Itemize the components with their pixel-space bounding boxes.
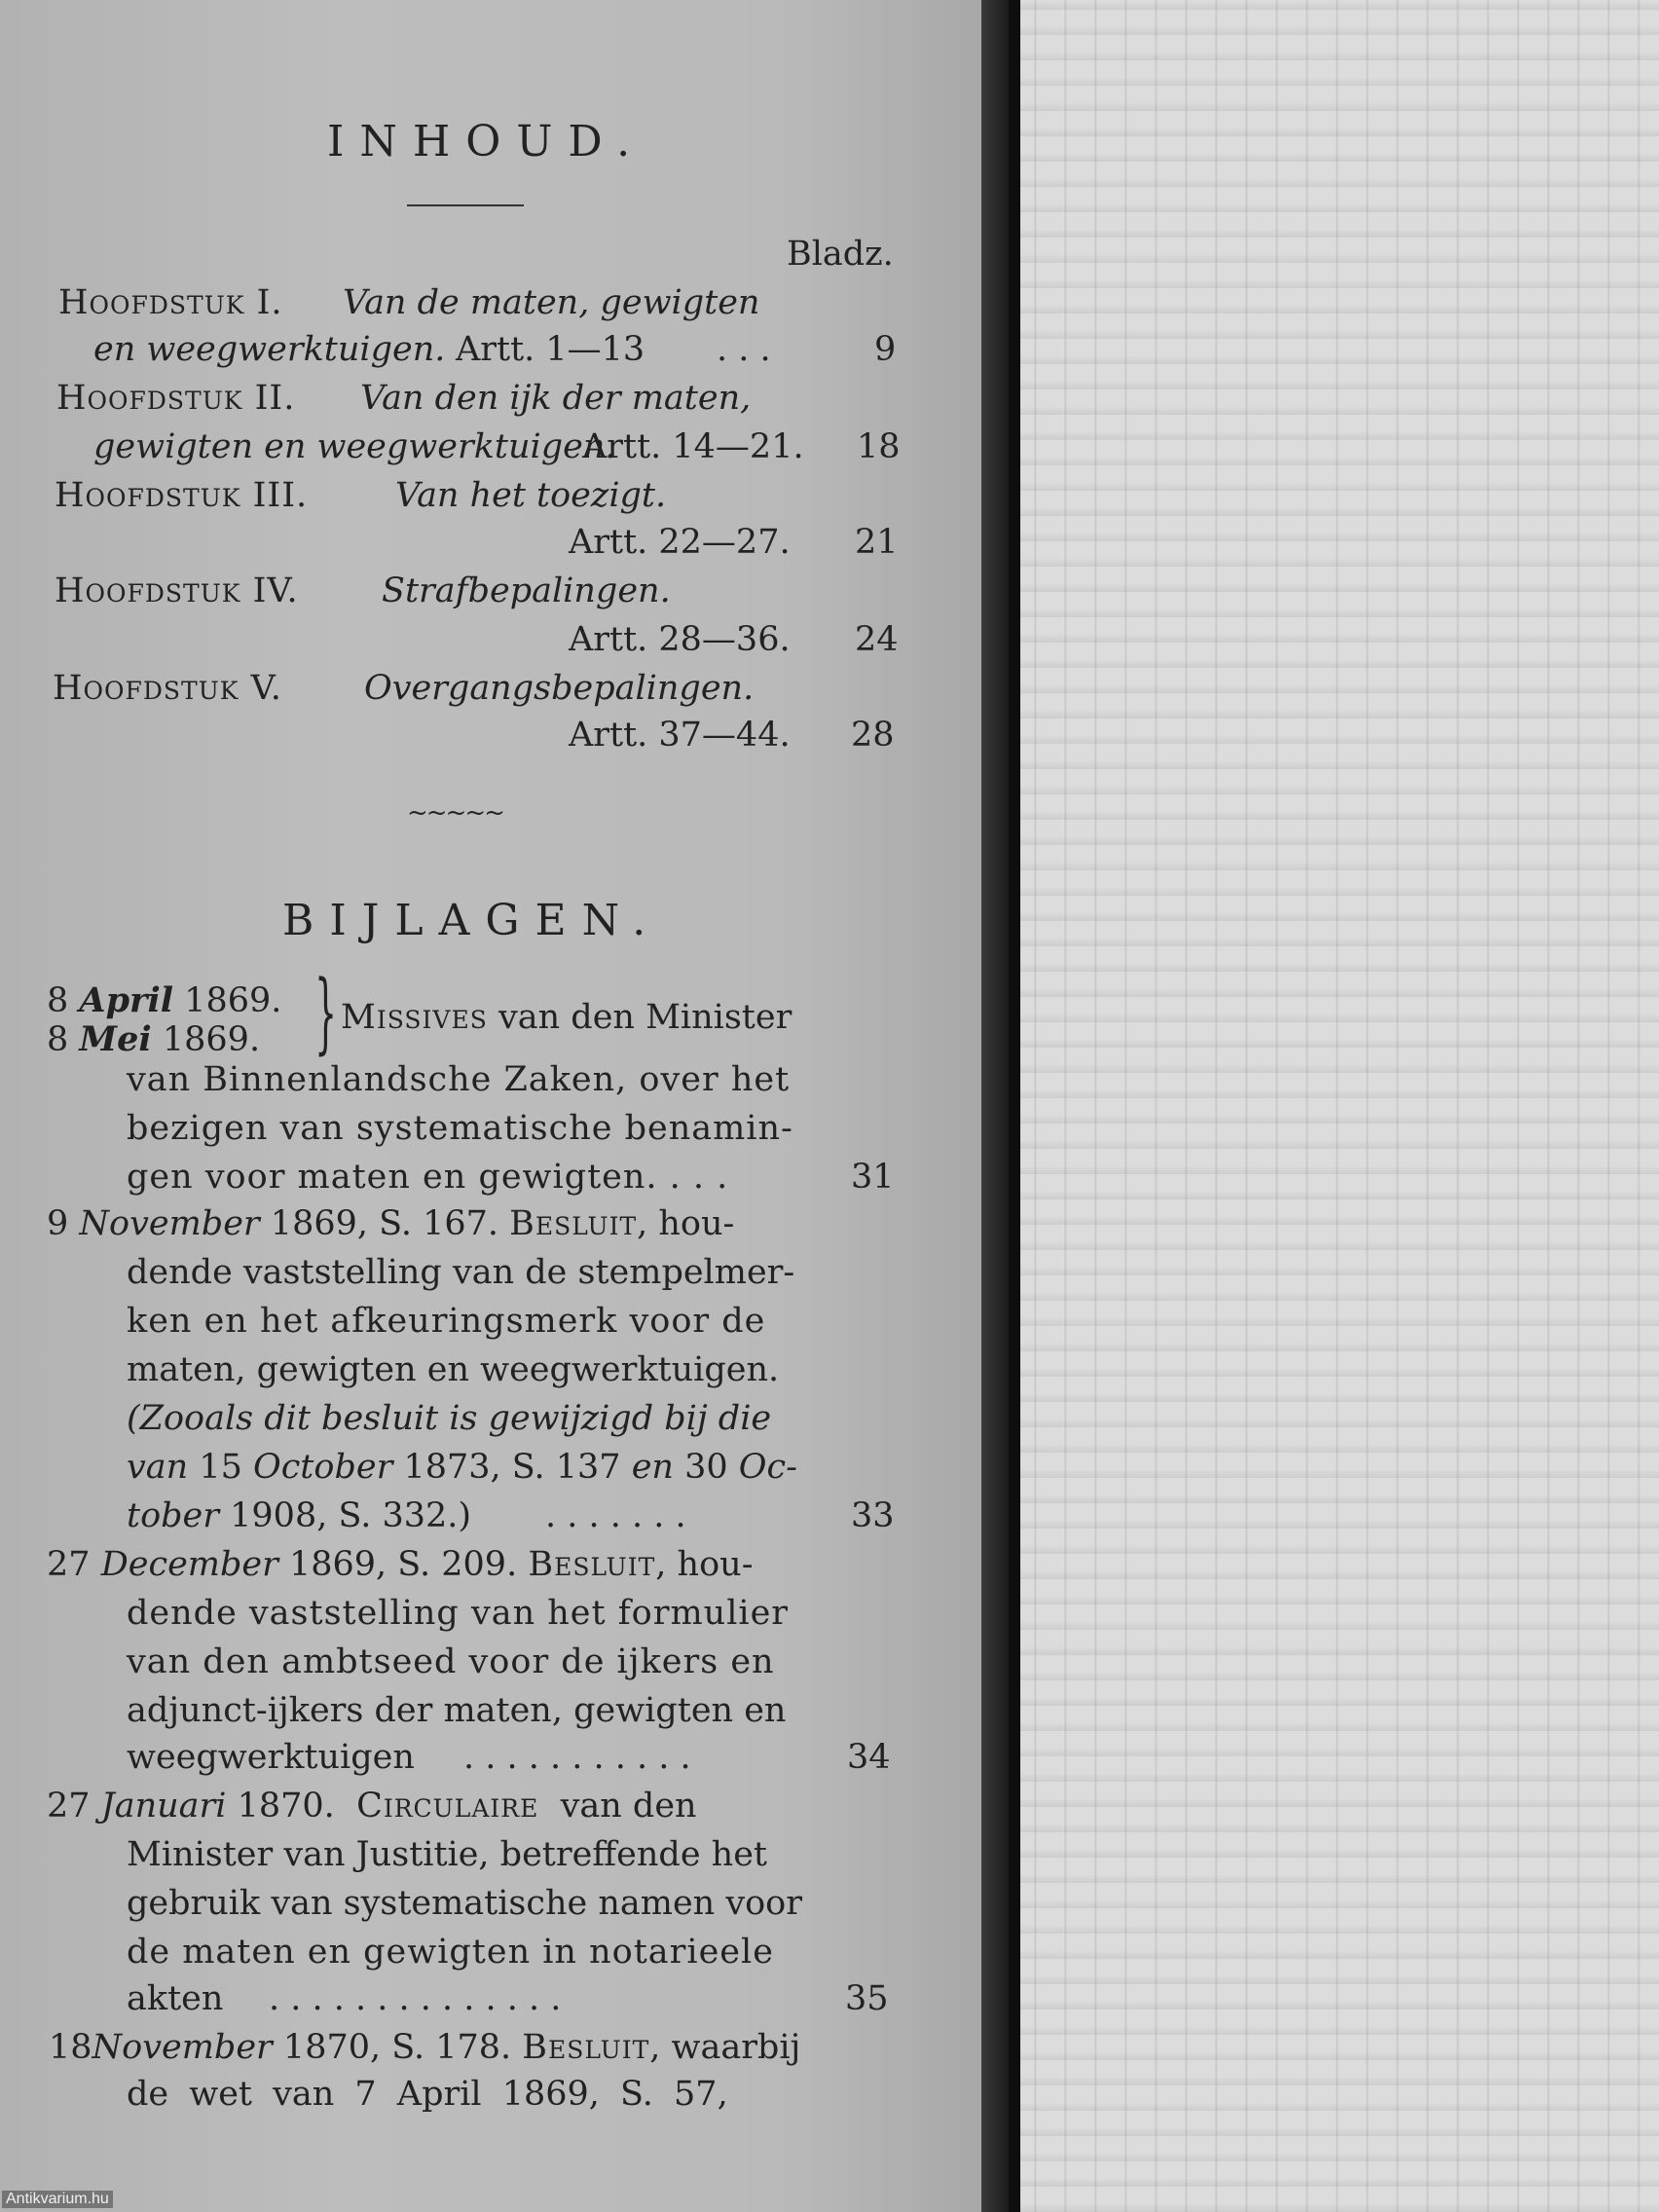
- entry-3-heading: 27 December 1869, S. 209. Besluit, hou-: [47, 1545, 754, 1584]
- chapter-1-articles: Artt. 1—13: [456, 330, 645, 369]
- chapter-2-page: 18: [857, 427, 901, 466]
- entry-1-page: 31: [851, 1158, 895, 1197]
- entry-1-line-1: van Binnenlandsche Zaken, over het: [127, 1060, 791, 1099]
- entry-3-last-line: weegwerktuigen: [127, 1738, 415, 1777]
- entry-2-line-3: maten, gewigten en weegwerktuigen.: [127, 1350, 780, 1389]
- contents-title: INHOUD.: [327, 117, 646, 166]
- page-gutter-shadow: [981, 0, 1009, 2212]
- entry-3-line-3: adjunct-ijkers der maten, gewigten en: [127, 1691, 787, 1730]
- entry-5-heading: 18November 1870, S. 178. Besluit, waarbij: [49, 2028, 801, 2067]
- chapter-3-label: Hoofdstuk III.: [55, 476, 309, 515]
- chapter-5-page: 28: [851, 716, 895, 755]
- entry-4-line-1: Minister van Justitie, betreffende het: [127, 1835, 767, 1874]
- chapter-3-title: Van het toezigt.: [395, 476, 667, 515]
- entry-2-note-line-3: tober 1908, S. 332.): [127, 1496, 472, 1535]
- cover-board: [1020, 0, 1659, 2212]
- entry-1-line-2: bezigen van systematische benamin-: [127, 1109, 793, 1148]
- entry-4-line-3: de maten en gewigten in notarieele: [127, 1933, 774, 1972]
- chapter-5-label: Hoofdstuk V.: [53, 669, 282, 708]
- chapter-1-leader: . . .: [717, 330, 771, 369]
- chapter-1-title: Van de maten, gewigten: [343, 283, 760, 322]
- entry-2-note-line-1: (Zooals dit besluit is gewijzigd bij die: [127, 1399, 772, 1438]
- entry-3-leader: . . . . . . . . . . .: [463, 1738, 691, 1777]
- entry-2-line-2: ken en het afkeuringsmerk voor de: [127, 1302, 766, 1341]
- chapter-5-title: Overgangsbepalingen.: [364, 669, 755, 708]
- chapter-2-title-cont: gewigten en weegwerktuigen.: [93, 427, 616, 466]
- entry-2-heading: 9 November 1869, S. 167. Besluit, hou-: [47, 1204, 735, 1243]
- chapter-1-page: 9: [874, 330, 897, 369]
- entry-4-heading: 27 Januari 1870. Circulaire van den: [47, 1787, 697, 1825]
- entry-3-line-1: dende vaststelling van het formulier: [127, 1594, 790, 1633]
- entry-5-line-1: de wet van 7 April 1869, S. 57,: [127, 2075, 728, 2114]
- chapter-3-page: 21: [855, 523, 899, 562]
- entry-1-date-1: 8 April 1869.: [47, 980, 282, 1020]
- chapter-1-label: Hoofdstuk I.: [58, 283, 283, 322]
- chapter-1-title-cont: en weegwerktuigen.: [93, 330, 446, 369]
- book-spine: [1009, 0, 1020, 2212]
- entry-3-page: 34: [847, 1738, 891, 1777]
- ornament-divider: ~~~~~: [407, 798, 503, 828]
- entry-4-line-2: gebruik van systematische namen voor: [127, 1884, 802, 1923]
- chapter-3-articles: Artt. 22—27.: [569, 523, 791, 562]
- entry-2-note-line-2: van 15 October 1873, S. 137 en 30 Oc-: [127, 1448, 797, 1487]
- chapter-2-label: Hoofdstuk II.: [56, 379, 296, 418]
- chapter-2-articles: Artt. 14—21.: [582, 427, 804, 466]
- chapter-4-title: Strafbepalingen.: [382, 571, 671, 610]
- entry-4-last-line: akten: [127, 1979, 224, 2018]
- entry-1-heading: Missives van den Minister: [341, 998, 793, 1037]
- chapter-4-label: Hoofdstuk IV.: [55, 571, 299, 610]
- entry-2-line-1: dende vaststelling van de stempelmer-: [127, 1253, 795, 1292]
- chapter-4-page: 24: [855, 620, 899, 659]
- entry-1-line-3: gen voor maten en gewigten. . . .: [127, 1158, 729, 1197]
- title-rule: [407, 204, 524, 206]
- entry-1-brace: }: [314, 962, 338, 1064]
- entry-4-page: 35: [845, 1979, 889, 2018]
- entry-2-leader: . . . . . . .: [545, 1496, 686, 1535]
- entry-1-date-2: 8 Mei 1869.: [47, 1019, 261, 1059]
- appendices-title: BIJLAGEN.: [282, 896, 662, 945]
- page-column-header: Bladz.: [787, 235, 894, 274]
- chapter-2-title: Van den ijk der maten,: [360, 379, 752, 418]
- chapter-4-articles: Artt. 28—36.: [569, 620, 791, 659]
- chapter-5-articles: Artt. 37—44.: [569, 716, 791, 755]
- entry-4-leader: . . . . . . . . . . . . . .: [269, 1979, 562, 2018]
- watermark-credit: Antikvarium.hu: [2, 2191, 113, 2208]
- entry-3-line-2: van den ambtseed voor de ijkers en: [127, 1642, 775, 1681]
- entry-2-page: 33: [851, 1496, 895, 1535]
